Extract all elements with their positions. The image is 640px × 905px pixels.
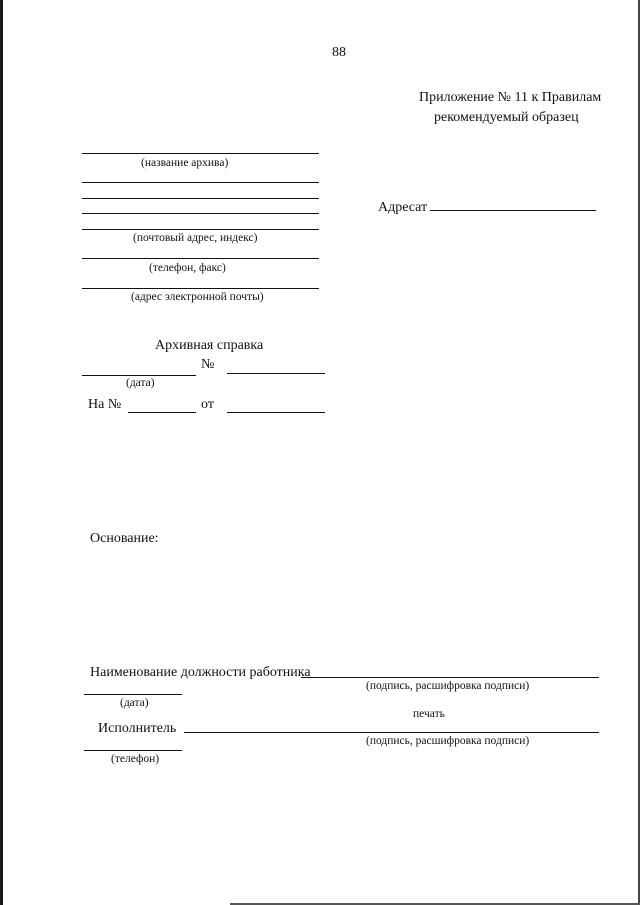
certificate-title: Архивная справка (155, 338, 264, 353)
ref-from-label: от (201, 397, 214, 412)
certificate-date-caption: (дата) (126, 377, 155, 389)
page-left-edge (0, 0, 3, 905)
phone-fax-line (82, 258, 319, 259)
basis-label: Основание: (90, 531, 159, 546)
phone-fax-caption: (телефон, факс) (149, 262, 226, 274)
ref-date-line (227, 412, 325, 413)
certificate-number-line (227, 373, 325, 374)
stamp-label: печать (413, 708, 445, 720)
position-signature-line (301, 677, 599, 678)
certificate-date-line (82, 375, 196, 376)
addressee-label: Адресат (378, 200, 428, 215)
executor-phone-caption: (телефон) (111, 753, 160, 765)
archive-name-line-2 (82, 182, 319, 183)
archive-name-line (82, 153, 319, 154)
email-line (82, 288, 319, 289)
address-line-2 (82, 213, 319, 214)
ref-number-label: На № (88, 397, 122, 412)
executor-signature-caption: (подпись, расшифровка подписи) (366, 735, 530, 747)
position-signature-caption: (подпись, расшифровка подписи) (366, 680, 530, 692)
certificate-number-sign: № (201, 357, 215, 372)
archive-name-caption: (название архива) (141, 157, 229, 169)
appendix-title: Приложение № 11 к Правилам (419, 90, 602, 105)
executor-label: Исполнитель (98, 721, 177, 736)
email-caption: (адрес электронной почты) (131, 291, 264, 303)
ref-number-line (128, 412, 196, 413)
appendix-subtitle: рекомендуемый образец (434, 110, 579, 125)
signature-date-line (84, 694, 182, 695)
position-label: Наименование должности работника (90, 665, 311, 680)
executor-phone-line (84, 750, 182, 751)
address-line-1 (82, 198, 319, 199)
page-number: 88 (332, 45, 346, 60)
addressee-line (430, 210, 596, 211)
address-line-3 (82, 229, 319, 230)
executor-signature-line (184, 732, 599, 733)
postal-address-caption: (почтовый адрес, индекс) (133, 232, 258, 244)
signature-date-caption: (дата) (120, 697, 149, 709)
